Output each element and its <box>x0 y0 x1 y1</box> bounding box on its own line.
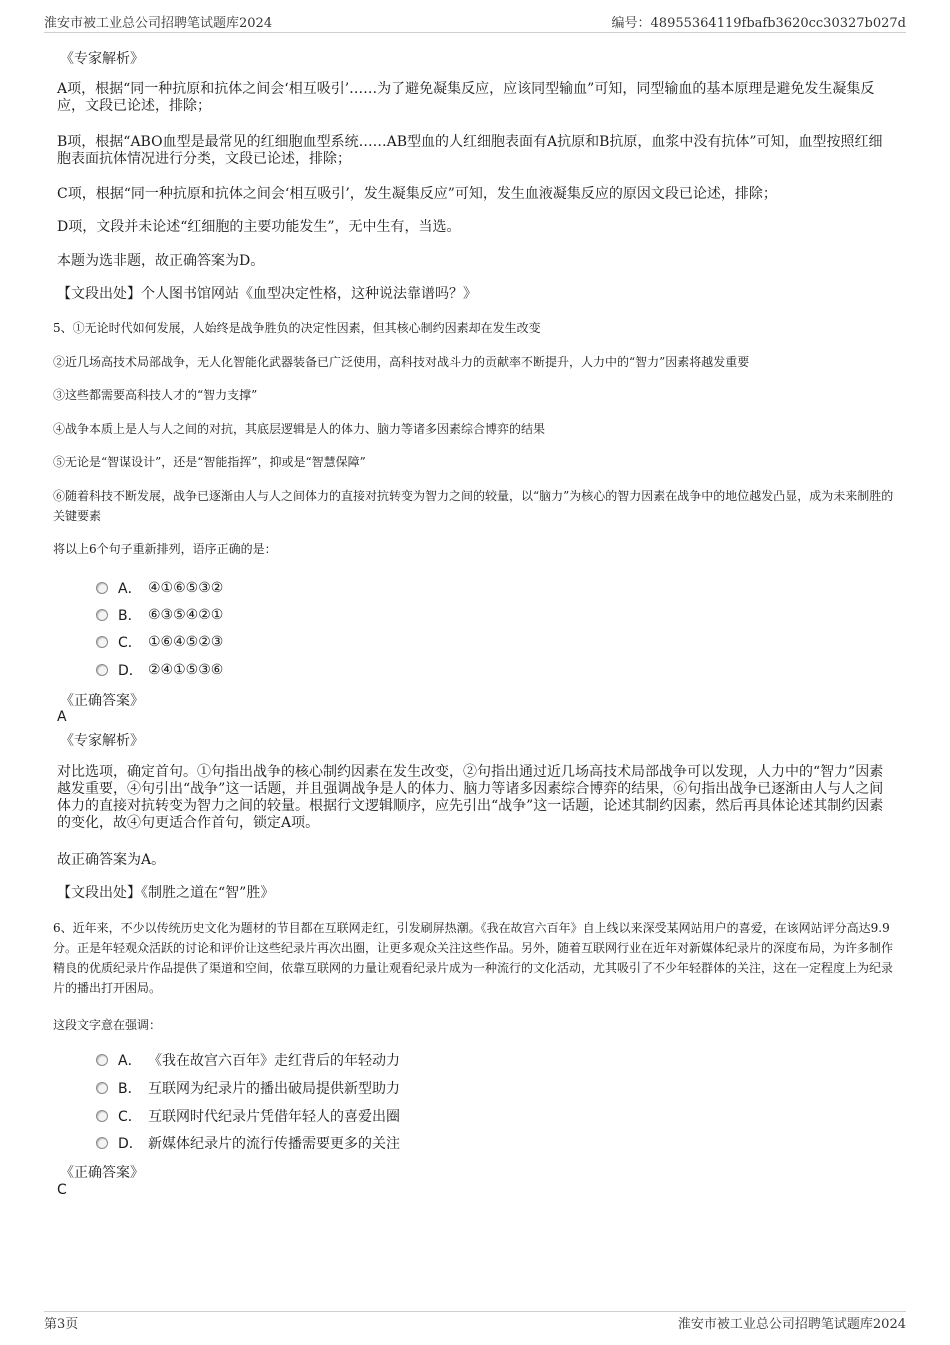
footer-title: 淮安市被工业总公司招聘笔试题库2024 <box>677 1317 906 1332</box>
q5-conclusion: 故正确答案为A。 <box>57 852 166 868</box>
q6-option-a[interactable] <box>96 1050 400 1070</box>
radio-icon[interactable] <box>96 1054 108 1066</box>
q6-option-c[interactable] <box>96 1106 400 1126</box>
option-text: ④①⑥⑤③② <box>148 580 224 596</box>
q5-source: 【文段出处】《制胜之道在“智”胜》 <box>57 885 275 901</box>
option-letter: B． <box>118 1081 142 1097</box>
option-text: ⑥③⑤④②① <box>148 607 224 623</box>
option-text: ①⑥④⑤②③ <box>148 634 224 650</box>
q4-analysis-b: B项，根据“ABO血型是最常见的红细胞血型系统……AB型血的人红细胞表面有A抗原和B抗原，血浆中没有抗体”可知，血型按照红细胞表面抗体情况进行分类，文段已论述，排除； <box>57 134 883 167</box>
option-letter: B． <box>118 608 142 624</box>
option-text: 互联网时代纪录片凭借年轻人的喜爱出圈 <box>148 1109 400 1125</box>
option-letter: C． <box>118 1109 142 1125</box>
header-divider <box>44 32 906 33</box>
q6-answer: C <box>57 1182 67 1198</box>
q5-sentence-5: ⑤无论是“智谋设计”，还是“智能指挥”，抑或是“智慧保障” <box>53 455 366 469</box>
q6-answer-label: 《正确答案》 <box>60 1165 144 1181</box>
q4-expert-label: 《专家解析》 <box>60 51 144 67</box>
page-number: 第3页 <box>44 1317 79 1332</box>
q6-passage: 6、近年来，不少以传统历史文化为题材的节目都在互联网走红，引发刷屏热潮。《我在故宫六百年》自上线以来深受某网站用户的喜爱，在该网站评分高达9.9分。正是年轻观众活跃的讨论和评价让这些纪录片再次出圈，让更多观众关注这些作品。另外，随着互联网行业在近年对新媒体纪录片的深度布局，为许多制作精良的优质纪录片作品提供了渠道和空间，依靠互联网的力量让观看纪录片成为一种流行的文化活动，尤其吸引了不少年轻群体的关注，这在一定程度上为纪录片的播出打开困局。 <box>53 921 894 995</box>
q4-source: 【文段出处】个人图书馆网站《血型决定性格，这种说法靠谱吗？》 <box>57 286 477 302</box>
footer-divider <box>44 1311 906 1312</box>
radio-icon[interactable] <box>96 1082 108 1094</box>
q5-option-a[interactable] <box>96 578 223 598</box>
option-letter: C． <box>118 635 142 651</box>
page-header <box>44 12 906 31</box>
header-title: 淮安市被工业总公司招聘笔试题库2024 <box>44 16 273 31</box>
q4-analysis-d: D项，文段并未论述“红细胞的主要功能发生”，无中生有，当选。 <box>57 219 461 235</box>
option-text: ②④①⑤③⑥ <box>148 662 224 678</box>
radio-icon[interactable] <box>96 636 108 648</box>
radio-icon[interactable] <box>96 609 108 621</box>
q5-sentence-3: ③这些都需要高科技人才的“智力支撑” <box>53 388 258 402</box>
option-text: 互联网为纪录片的播出破局提供新型助力 <box>148 1081 400 1097</box>
q5-sentence-6: ⑥随着科技不断发展，战争已逐渐由人与人之间体力的直接对抗转变为智力之间的较量，以“脑力”为核心的智力因素在战争中的地位越发凸显，成为未来制胜的关键要素 <box>53 489 894 523</box>
q6-prompt: 这段文字意在强调： <box>53 1018 162 1032</box>
q6-option-d[interactable] <box>96 1133 400 1153</box>
q5-answer: A <box>57 709 67 725</box>
radio-icon[interactable] <box>96 1137 108 1149</box>
option-letter: A． <box>118 1053 142 1069</box>
q5-analysis: 对比选项，确定首句。①句指出战争的核心制约因素在发生改变，②句指出通过近几场高技术局部战争可以发现，人力中的“智力”因素越发重要，④句引出“战争”这一话题，并且强调战争是人的体力、脑力等诸多因素综合博弈的结果，⑥句指出战争已逐渐由人与人之间体力的直接对抗转变为智力之间的较量。根据行文逻辑顺序，应先引出“战争”这一话题，论述其制约因素，然后再具体论述其制约因素的变化，故④句更适合作首句，锁定A项。 <box>57 764 884 831</box>
q6-option-b[interactable] <box>96 1078 400 1098</box>
q5-option-d[interactable] <box>96 660 223 680</box>
q5-option-b[interactable] <box>96 605 223 625</box>
option-letter: D． <box>118 663 143 679</box>
q4-analysis-a: A项，根据“同一种抗原和抗体之间会‘相互吸引’……为了避免凝集反应，应该同型输血”可知，同型输血的基本原理是避免发生凝集反应，文段已论述，排除； <box>57 81 875 114</box>
q4-conclusion: 本题为选非题，故正确答案为D。 <box>57 253 265 269</box>
radio-icon[interactable] <box>96 1110 108 1122</box>
option-letter: A． <box>118 581 142 597</box>
header-doc-id: 编号：48955364119fbafb3620cc30327b027d <box>611 16 906 31</box>
option-letter: D． <box>118 1136 143 1152</box>
q5-sentence-4: ④战争本质上是人与人之间的对抗，其底层逻辑是人的体力、脑力等诸多因素综合博弈的结果 <box>53 422 546 436</box>
page-footer <box>44 1313 906 1332</box>
q5-answer-label: 《正确答案》 <box>60 693 144 709</box>
q5-option-c[interactable] <box>96 632 223 652</box>
radio-icon[interactable] <box>96 582 108 594</box>
q4-analysis-c: C项，根据“同一种抗原和抗体之间会‘相互吸引’，发生凝集反应”可知，发生血液凝集反应的原因文段已论述，排除； <box>57 186 777 202</box>
radio-icon[interactable] <box>96 664 108 676</box>
q5-expert-label: 《专家解析》 <box>60 733 144 749</box>
q5-prompt: 将以上6个句子重新排列，语序正确的是： <box>53 542 277 556</box>
q5-sentence-2: ②近几场高技术局部战争，无人化智能化武器装备已广泛使用，高科技对战斗力的贡献率不断提升，人力中的“智力”因素将越发重要 <box>53 355 750 369</box>
option-text: 《我在故宫六百年》走红背后的年轻动力 <box>148 1053 400 1069</box>
option-text: 新媒体纪录片的流行传播需要更多的关注 <box>148 1136 400 1152</box>
q5-sentence-1: 5、①无论时代如何发展，人始终是战争胜负的决定性因素，但其核心制约因素却在发生改变 <box>53 321 541 335</box>
